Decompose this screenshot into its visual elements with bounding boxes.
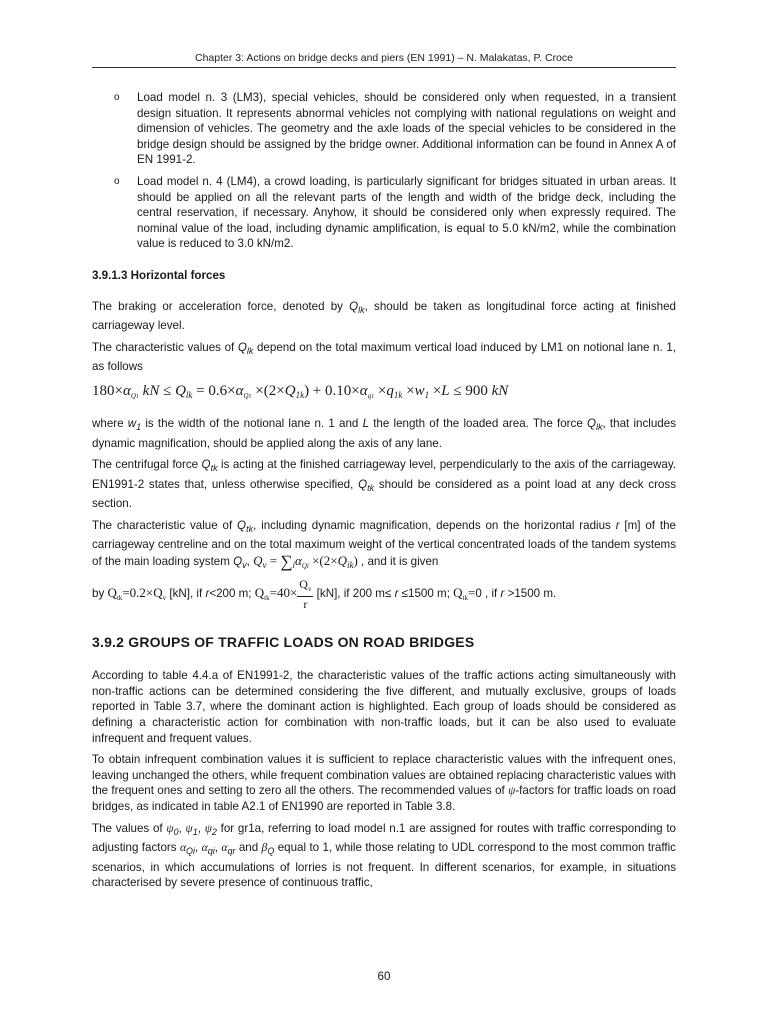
subsection-heading: 3.9.1.3 Horizontal forces (92, 268, 226, 282)
paragraph: The centrifugal force $Q_{tk}$ is acting at the finished carriageway level, perpendicularly to the axis of the carriageway. EN1991-2 states that, unless otherwise specified, $Q_{tk}$ should be considered as a point load at any deck cross section. (92, 458, 677, 511)
paragraph: The braking or acceleration force, denoted by $Q_{lk}$, should be taken as longitudinal force acting at finished carriageway level. (92, 299, 676, 333)
list-item-text: Load model n. 3 (LM3), special vehicles, should be considered only when requested, in a transient design situation. It represents abnormal vehicles not complying with national regulations on weight and dimension of vehicles. The geometry and the axle loads of the special vehicles to be considered in the bridge design should be assigned by the bridge owner. Additional information can be found in Annex A of EN 1991-2. (137, 91, 676, 167)
list-item (92, 174, 676, 252)
bullet-mark: o (114, 175, 120, 187)
paragraph: According to table 4.4.a of EN1991-2, the characteristic values of the traffic actions acting simultaneously with non-traffic actions can be determined considering the five different, and mutually exclusive, groups of loads reported in Table 3.7, where the dominant action is highlighted. Each group of loads should be considered as defining a characteristic action for combination with non-traffic loads, but it can be also used to evaluate infrequent and frequent values. (92, 669, 676, 745)
paragraph: To obtain infrequent combination values it is sufficient to replace characteristic values with the infrequent ones, leaving unchanged the others, while frequent combination values are obtained replacing characteristic values with the frequent ones and setting to zero all the others. The recommended values of ψ-factors for traffic loads on road bridges, as indicated in table A2.1 of EN1990 are reported in Table 3.8. (92, 753, 676, 813)
centrifugal-force-conditions: by $Q_{tk}=0.2\times Q_v$ [kN], if r<200 m; $Q_{tk}=40\times$ $\frac{Q_v}{r}$ [kN], if 200 m≤ r ≤1500 m; $Q_{tk}=0$ , if r >1500 m. (92, 576, 557, 611)
paragraph: The characteristic values of $Q_{lk}$ depend on the total maximum vertical load induced by LM1 on notional lane n. 1, as follows (92, 340, 676, 374)
qv-formula: $Q_v = \sum_i\alpha_{Qi} \times(2\times Q_{ik})$ (253, 552, 358, 572)
list-item (92, 90, 676, 168)
braking-force-formula: $180\times\alpha_{Q1}$ kN ≤ $Q_{lk} = 0.6\times\alpha_{Q1} \times(2\times Q_{1k}) + 0.10\times\alpha_{q1} \times q_{1k} \times w_1 \times L \le 900$ kN (92, 382, 509, 400)
bullet-mark: o (114, 92, 120, 103)
paragraph: where $w_1$ is the width of the notional lane n. 1 and L the length of the loaded area. The force $Q_{lk}$, that includes dynamic magnification, should be applied along the axis of any lane. (92, 416, 676, 450)
paragraph: The characteristic value of $Q_{tk}$, including dynamic magnification, depends on the horizontal radius r [m] of the carriageway centreline and on the total maximum weight of the vertical concentrated loads of the tandem systems of the main loading system $Q_v$, $Q_v = \sum_i\alpha_{Qi} \times(2\times Q_{ik})$ , and it is given (92, 518, 676, 572)
section-heading: 3.9.2 GROUPS OF TRAFFIC LOADS ON ROAD BRIDGES (92, 633, 475, 650)
page-content (92, 90, 676, 897)
qv-over-r-fraction: $\frac{Q_v}{r}$ (299, 576, 312, 611)
header-rule (92, 67, 676, 68)
list-item-text: Load model n. 4 (LM4), a crowd loading, is particularly significant for bridges situated in urban areas. It should be applied on all the relevant parts of the length and width of the bridge deck, including the central reservation, if necessary. Anyhow, it should be considered only when expressly required. The nominal value of the load, including dynamic amplification, is equal to 5.0 kN/m2, while the combination value is reduced to 3.0 kN/m2. (137, 174, 676, 251)
paragraph: The values of $\psi_0$, $\psi_1$, $\psi_2$ for gr1a, referring to load model n.1 are assigned for routes with traffic corresponding to adjusting factors $\alpha_{Qi}$, $\alpha_{qi}$, $\alpha_{qr}$ and $\beta_Q$ equal to 1, while those relating to UDL correspond to the most common traffic scenarios, in which accumulations of lorries is not frequent. In different scenarios, for example, in situations characterised by severe presence of continuous traffic, (92, 821, 676, 890)
page-number: 60 (377, 970, 391, 983)
running-header: Chapter 3: Actions on bridge decks and piers (EN 1991) – N. Malakatas, P. Croce (194, 52, 573, 64)
